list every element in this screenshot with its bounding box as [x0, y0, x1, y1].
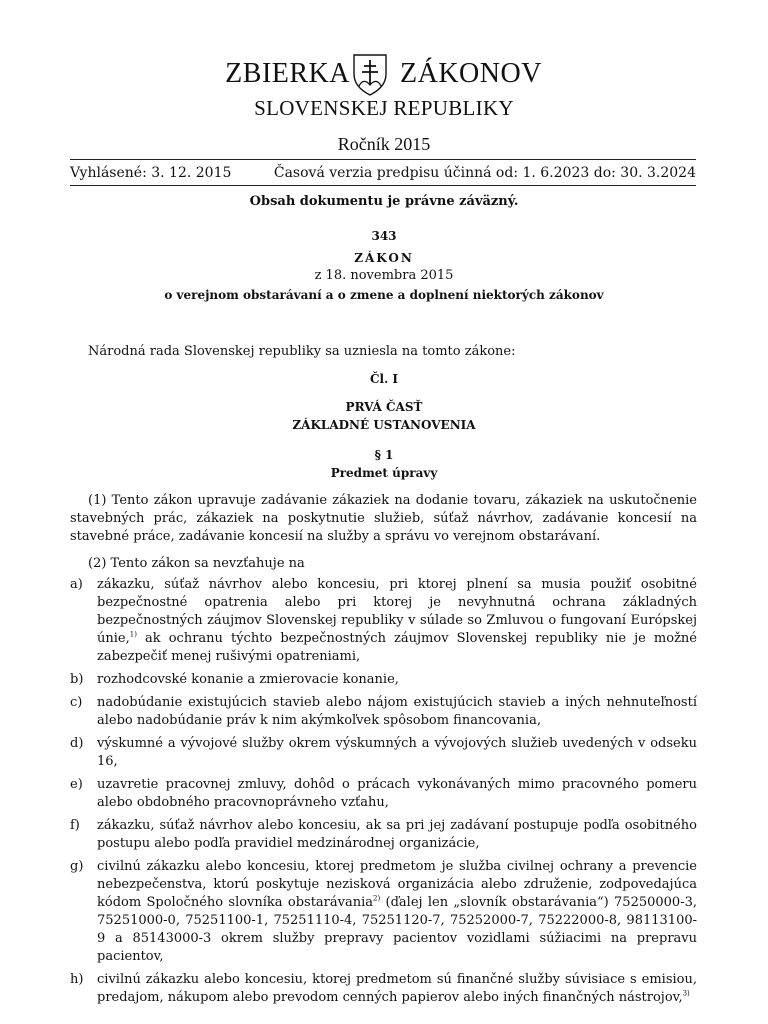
article-heading: Čl. I — [369, 372, 399, 386]
list-item — [70, 576, 697, 666]
item-text: výskumné a vývojové služby okrem výskumných a vývojových služieb uvedených v odseku 16, — [97, 736, 697, 769]
masthead-right: ZÁKONOV — [400, 58, 542, 89]
masthead — [0, 52, 768, 96]
part-name: ZÁKLADNÉ USTANOVENIA — [292, 418, 476, 432]
binding-note: Obsah dokumentu je právne záväzný. — [249, 194, 519, 209]
item-letter: f) — [70, 818, 80, 833]
law-subject: o verejnom obstarávaní a o zmene a doplnení niektorých zákonov — [164, 288, 604, 302]
item-letter: d) — [70, 736, 84, 751]
version-validity: Časová verzia predpisu účinná od: 1. 6.2023 do: 30. 3.2024 — [273, 165, 696, 181]
footnote-ref[interactable]: 2) — [373, 894, 381, 903]
header-rule-bottom — [70, 185, 696, 186]
item-letter: e) — [70, 777, 83, 792]
enactment-clause: Národná rada Slovenskej republiky sa uzniesla na tomto zákone: — [88, 344, 516, 359]
announced-date: Vyhlásené: 3. 12. 2015 — [70, 165, 232, 181]
section-name: Predmet úpravy — [330, 466, 438, 480]
paragraph-1: (1) Tento zákon upravuje zadávanie zákaziek na dodanie tovaru, zákaziek na uskutočnenie stavebných prác, zákaziek na poskytnutie služieb, súťaž návrhov, zadávanie koncesií na stavebné práce, zadávanie koncesií na služby a správu vo verejnom obstarávaní. — [70, 493, 697, 544]
masthead-subtitle: SLOVENSKEJ REPUBLIKY — [254, 96, 514, 120]
section-heading: § 1 — [374, 448, 394, 462]
item-text: nadobúdanie existujúcich stavieb alebo nájom existujúcich stavieb a iných nehnuteľností alebo nadobúdanie práv k nim akýmkoľvek spôsobom financovania, — [97, 695, 697, 728]
part-heading: PRVÁ ČASŤ — [345, 400, 423, 414]
paragraph-2: (2) Tento zákon sa nevzťahuje na — [88, 556, 305, 571]
item-letter: b) — [70, 672, 84, 687]
list-item — [70, 735, 697, 771]
list-item — [70, 694, 697, 730]
list-item — [70, 671, 697, 689]
list-item — [70, 776, 697, 812]
item-text: uzavretie pracovnej zmluvy, dohôd o prácach vykonávaných mimo pracovného pomeru alebo obdobného pracovnoprávneho vzťahu, — [97, 777, 697, 810]
coat-of-arms-icon — [351, 52, 389, 96]
list-item — [70, 971, 697, 1007]
law-type: ZÁKON — [354, 251, 414, 265]
header-rule-top — [70, 159, 696, 160]
item-text: rozhodcovské konanie a zmierovacie konanie, — [97, 672, 399, 687]
item-letter: g) — [70, 859, 84, 874]
footnote-ref[interactable]: 3) — [682, 989, 690, 998]
footnote-ref[interactable]: 1) — [129, 630, 137, 639]
list-item — [70, 858, 697, 966]
list-item — [70, 817, 697, 853]
item-text: zákazku, súťaž návrhov alebo koncesiu, ak sa pri jej zadávaní postupuje podľa osobitného postupu alebo podľa pravidiel medzinárodnej organizácie, — [97, 818, 697, 851]
masthead-left: ZBIERKA — [225, 58, 350, 89]
item-text: zákazku, súťaž návrhov alebo koncesiu, pri ktorej plnení sa musia použiť osobitné bezpečnostné opatrenia alebo pri ktorej je nevyhnutná ochrana základných bezpečnostných záujmov Slovenskej republiky v súlade so Zmluvou o fungovaní Európskej únie,$^{1)}$ ak ochranu týchto bezpečnostných záujmov Slovenskej republiky nie je možné zabezpečiť menej rušivými opatreniami, — [97, 577, 697, 664]
item-letter: h) — [70, 972, 84, 987]
law-number: 343 — [371, 229, 397, 243]
volume-year: Ročník 2015 — [337, 134, 431, 154]
item-text: civilnú zákazku alebo koncesiu, ktorej predmetom sú finančné služby súvisiace s emisiou, predajom, nákupom alebo prevodom cenných papierov alebo iných finančných nástrojov,$^{3)}$ — [97, 972, 697, 1005]
item-letter: a) — [70, 577, 83, 592]
exclusion-list — [70, 576, 697, 1012]
item-letter: c) — [70, 695, 83, 710]
law-date: z 18. novembra 2015 — [314, 268, 454, 283]
item-text: civilnú zákazku alebo koncesiu, ktorej predmetom je služba civilnej ochrany a prevencie nebezpečenstva, ktorú poskytuje nezisková organizácia alebo združenie, zodpovedajúca kódom Spoločného slovníka obstarávania$^{2)}$ (ďalej len „slovník obstarávania“) 75250000-3, 75251000-0, 75251100-1, 75251110-4, 75251120-7, 75252000-7, 75222000-8, 98113100-9 a 85143000-3 okrem služby prepravy pacientov vozidlami súžiacimi na prepravu pacientov, — [97, 859, 697, 964]
